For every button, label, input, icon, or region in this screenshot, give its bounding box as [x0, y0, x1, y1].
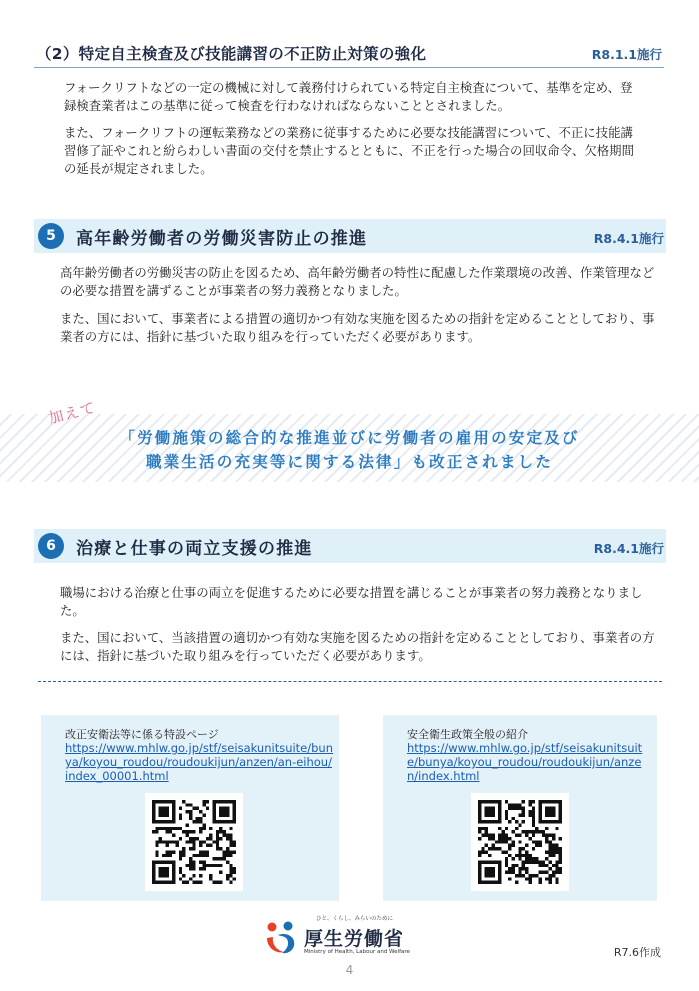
section-5-paragraph-2: また、国において、事業者による措置の適切かつ有効な実施を図るための指針を定めることとしており、事業者の方には、指針に基づいた取り組みを行っていただく必要があります。 — [60, 311, 655, 344]
section-2-paragraph-1: フォークリフトなどの一定の機械に対して義務付けられている特定自主検査について、基準を定め、登録検査業者はこの基準に従って検査を行わなければならないこととされました。 — [64, 80, 633, 113]
qr-code-icon — [471, 793, 569, 891]
section-2-paragraph-2: また、フォークリフトの運転業務などの業務に従事するために必要な技能講習について、不正に技能講習修了証やこれと紛らわしい書面の交付を禁止するとともに、不正を行った場合の回収命令、欠格期間の延長が規定されました。 — [64, 125, 634, 176]
created-date: R7.6作成 — [613, 946, 661, 959]
page-number: 4 — [345, 963, 354, 977]
section-6-title: 治療と仕事の両立支援の推進 — [76, 539, 313, 559]
addition-label: 加えて — [46, 398, 98, 428]
section-2-title: （2）特定自主検査及び技能講習の不正防止対策の強化 — [36, 45, 427, 63]
qr-code-icon — [145, 793, 243, 891]
banner-line-2: 職業生活の充実等に関する法律」も改正されました — [145, 453, 554, 471]
section-5-number-badge: 5 — [38, 223, 64, 249]
logo-name: 厚生労働省 — [304, 928, 405, 950]
section-5-paragraph-1: 高年齢労働者の労働災害の防止を図るため、高年齢労働者の特性に配慮した作業環境の改善、作業管理などの必要な措置を講ずることが事業者の努力義務となりました。 — [60, 265, 655, 298]
section-6-header — [34, 529, 666, 563]
section-5-title: 高年齢労働者の労働災害防止の推進 — [76, 229, 368, 249]
section-5-header — [34, 219, 666, 253]
section-6-date: R8.4.1施行 — [593, 541, 664, 556]
section-5-date: R8.4.1施行 — [593, 231, 664, 246]
amendment-banner — [0, 398, 699, 482]
section-2-header — [34, 38, 664, 68]
safety-policy-link[interactable]: https://www.mhlw.go.jp/stf/seisakunitsuite/bunya/koyou_roudou/roudoukijun/anzen/index.html — [407, 741, 643, 783]
mhlw-emblem-icon — [264, 918, 302, 956]
section-6-paragraph-1: 職場における治療と仕事の両立を促進するために必要な措置を講じることが事業者の努力義務となりました。 — [60, 585, 643, 618]
link-caption: 改正安衛法等に係る特設ページ — [65, 728, 219, 741]
logo-tagline: ひと、くらし、みらいのために — [316, 916, 394, 922]
dashed-divider — [38, 681, 662, 682]
link-box-safety-policy — [383, 715, 657, 901]
section-6-paragraph-2: また、国において、当該措置の適切かつ有効な実施を図るための指針を定めることとしており、事業者の方には、指針に基づいた取り組みを行っていただく必要があります。 — [60, 630, 655, 663]
link-box-special-page — [41, 715, 339, 901]
special-page-link[interactable]: https://www.mhlw.go.jp/stf/seisakunitsuite/bunya/koyou_roudou/roudoukijun/anzen/an-eihou/index_00001.html — [65, 741, 334, 783]
section-2-date: R8.1.1施行 — [591, 47, 662, 62]
link-caption: 安全衛生政策全般の紹介 — [407, 728, 528, 741]
mhlw-logo — [264, 912, 424, 962]
logo-english-name: Ministry of Health, Labour and Welfare — [304, 949, 410, 955]
section-6-number-badge: 6 — [38, 533, 64, 559]
banner-line-1: 「労働施策の総合的な推進並びに労働者の雇用の安定及び — [119, 429, 580, 447]
